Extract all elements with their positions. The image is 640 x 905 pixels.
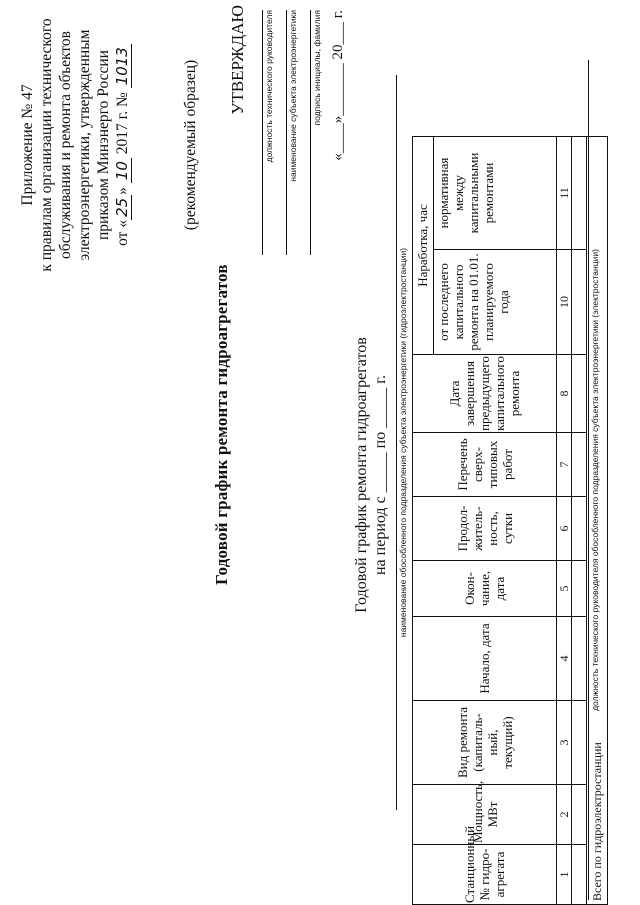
table-row: [572, 37, 587, 905]
schedule-period: на период с _____ по _____ г.: [372, 375, 389, 575]
appendix-number: Приложение № 47: [19, 84, 36, 206]
position-label: должность технического руководителя: [264, 10, 274, 163]
col-header: Мощность, МВт: [413, 785, 557, 845]
col-header: Вид ремонта (капиталь-ный, текущий): [413, 701, 557, 785]
main-title: Годовой график ремонта гидроагрегатов: [212, 264, 231, 585]
table-cell: [572, 137, 587, 250]
table-cell: [572, 433, 587, 497]
table-cell: [572, 355, 587, 433]
table-cell: [572, 845, 587, 905]
date-year: 2017 г. №: [114, 92, 131, 155]
appendix-order-date: [113, 5, 132, 285]
signature-label: подпись инициалы, фамилия: [312, 10, 322, 126]
table-header-row: [413, 37, 434, 905]
handwritten-day: 25: [113, 195, 132, 220]
table-cell: [572, 617, 587, 701]
col-number: 6: [557, 497, 572, 561]
col-header: Начало, дата: [413, 617, 557, 701]
signature-line: [262, 10, 263, 255]
blank-margin-column: [413, 37, 587, 137]
col-number: 10: [557, 250, 572, 355]
col-number: 4: [557, 617, 572, 701]
entity-label: наименование субъекта электроэнергетики: [288, 10, 298, 182]
group-header: Наработка, час: [413, 137, 434, 355]
appendix-text-line: обслуживания и ремонта объектов: [57, 31, 74, 259]
col-header: от последнего капитального ремонта на 01.01. планируемого года: [434, 250, 557, 355]
signature-line: [286, 10, 287, 255]
footer-signature-line: [588, 60, 589, 900]
org-underline: [396, 75, 397, 810]
table-cell: [572, 701, 587, 785]
schedule-title: Годовой график ремонта гидроагрегатов: [353, 337, 370, 613]
col-header: Дата завершения предыдущего капитального ремонта: [413, 355, 557, 433]
col-header: Перечень сверх-типовых работ: [413, 433, 557, 497]
appendix-text-line: приказом Минэнерго России: [95, 50, 112, 240]
total-label: Всего по гидроэлектростанции: [587, 137, 608, 905]
handwritten-order-number: 1013: [113, 44, 132, 88]
col-header: Продол-житель-ность, сутки: [413, 497, 557, 561]
schedule-title-block: [352, 245, 390, 705]
table-cell: [572, 561, 587, 617]
col-number: 8: [557, 355, 572, 433]
handwritten-month: 10: [113, 158, 132, 183]
col-header: Окон-чание, дата: [413, 561, 557, 617]
col-number: 7: [557, 433, 572, 497]
table-cell: [572, 497, 587, 561]
col-number: 2: [557, 785, 572, 845]
col-header: Станционный № гидро-агрегата: [413, 845, 557, 905]
signature-line: [310, 10, 311, 255]
sample-note: (рекомендуемый образец): [182, 59, 199, 231]
col-number: 5: [557, 561, 572, 617]
table-cell: [572, 250, 587, 355]
col-header: нормативная между капитальными ремонтами: [434, 137, 557, 250]
appendix-block: [18, 5, 132, 285]
footer-label: должность технического руководителя обособленного подразделения субъекта электроэнергетики (электростанции): [590, 249, 600, 711]
col-number: 1: [557, 845, 572, 905]
approval-date-line: «____»_______ 20___ г.: [330, 10, 346, 161]
appendix-text-line: электроэнергетики, утвержденным: [76, 29, 93, 261]
approval-title: УТВЕРЖДАЮ: [228, 5, 247, 115]
table-number-row: [557, 37, 572, 905]
table-cell: [572, 785, 587, 845]
col-number: 11: [557, 137, 572, 250]
appendix-text-line: к правилам организации технического: [38, 18, 55, 272]
col-number: 3: [557, 701, 572, 785]
schedule-table: [412, 37, 608, 905]
org-label: наименование обособленного подразделения субъекта электроэнергетики (гидроэлектростанции): [398, 247, 408, 638]
date-prefix: от «: [114, 219, 131, 246]
date-mid: »: [114, 187, 131, 195]
